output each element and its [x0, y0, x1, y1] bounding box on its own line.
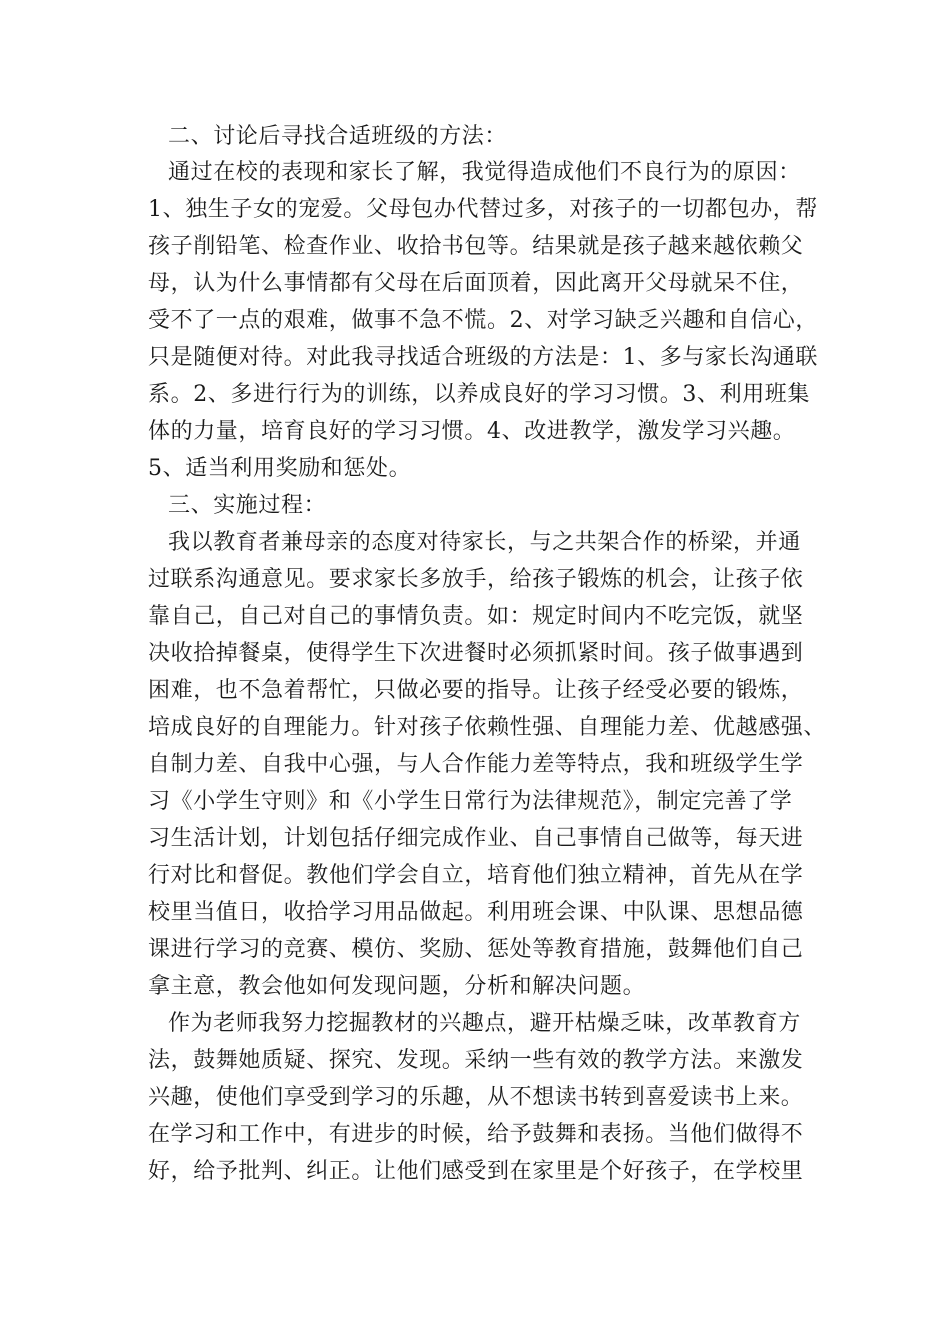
- paragraph-line: 培成良好的自理能力。针对孩子依赖性强、自理能力差、优越感强、: [148, 715, 827, 740]
- paragraph-line: 只是随便对待。对此我寻找适合班级的方法是：1、多与家长沟通联: [148, 345, 818, 370]
- paragraph-line: 5、适当利用奖励和惩处。: [148, 456, 412, 481]
- paragraph-line: 拿主意，教会他如何发现问题，分析和解决问题。: [148, 974, 646, 999]
- paragraph-line: 过联系沟通意见。要求家长多放手，给孩子锻炼的机会，让孩子依: [148, 567, 804, 592]
- paragraph-line: 1、独生子女的宠爱。父母包办代替过多，对孩子的一切都包办，帮: [148, 197, 818, 222]
- paragraph-line: 课进行学习的竞赛、模仿、奖励、惩处等教育措施，鼓舞他们自己: [148, 937, 804, 962]
- paragraph-line: 孩子削铅笔、检查作业、收拾书包等。结果就是孩子越来越依赖父: [148, 234, 804, 259]
- paragraph-line: 受不了一点的艰难，做事不急不慌。2、对学习缺乏兴趣和自信心，: [148, 308, 818, 333]
- paragraph-line: 系。2、多进行行为的训练，以养成良好的学习习惯。3、利用班集: [148, 382, 810, 407]
- paragraph-line: 好，给予批判、纠正。让他们感受到在家里是个好孩子，在学校里: [148, 1159, 804, 1184]
- paragraph-line: 法，鼓舞她质疑、探究、发现。采纳一些有效的教学方法。来激发: [148, 1048, 804, 1073]
- paragraph-line: 在学习和工作中，有进步的时候，给予鼓舞和表扬。当他们做得不: [148, 1122, 804, 1147]
- paragraph-line: 我以教育者兼母亲的态度对待家长，与之共架合作的桥梁，并通: [168, 530, 801, 555]
- paragraph-line: 习生活计划，计划包括仔细完成作业、自己事情自己做等，每天进: [148, 826, 804, 851]
- paragraph-line: 困难，也不急着帮忙，只做必要的指导。让孩子经受必要的锻炼，: [148, 678, 804, 703]
- section-heading-3: 三、实施过程：: [168, 493, 327, 518]
- paragraph-line: 母，认为什么事情都有父母在后面顶着，因此离开父母就呆不住，: [148, 271, 804, 296]
- section-heading-2: 二、讨论后寻找合适班级的方法：: [168, 124, 508, 149]
- paragraph-line: 靠自己，自己对自己的事情负责。如：规定时间内不吃完饭，就坚: [148, 604, 804, 629]
- paragraph-line: 作为老师我努力挖掘教材的兴趣点，避开枯燥乏味，改革教育方: [168, 1011, 801, 1036]
- paragraph-line: 通过在校的表现和家长了解，我觉得造成他们不良行为的原因：: [168, 160, 801, 185]
- paragraph-line: 校里当值日，收拾学习用品做起。利用班会课、中队课、思想品德: [148, 900, 804, 925]
- paragraph-line: 习《小学生守则》和《小学生日常行为法律规范》，制定完善了学: [148, 789, 793, 814]
- paragraph-line: 兴趣，使他们享受到学习的乐趣，从不想读书转到喜爱读书上来。: [148, 1085, 804, 1110]
- paragraph-line: 行对比和督促。教他们学会自立，培育他们独立精神，首先从在学: [148, 863, 804, 888]
- paragraph-line: 自制力差、自我中心强，与人合作能力差等特点，我和班级学生学: [148, 752, 804, 777]
- paragraph-line: 体的力量，培育良好的学习习惯。4、改进教学，激发学习兴趣。: [148, 419, 796, 444]
- paragraph-line: 决收拾掉餐桌，使得学生下次进餐时必须抓紧时间。孩子做事遇到: [148, 641, 804, 666]
